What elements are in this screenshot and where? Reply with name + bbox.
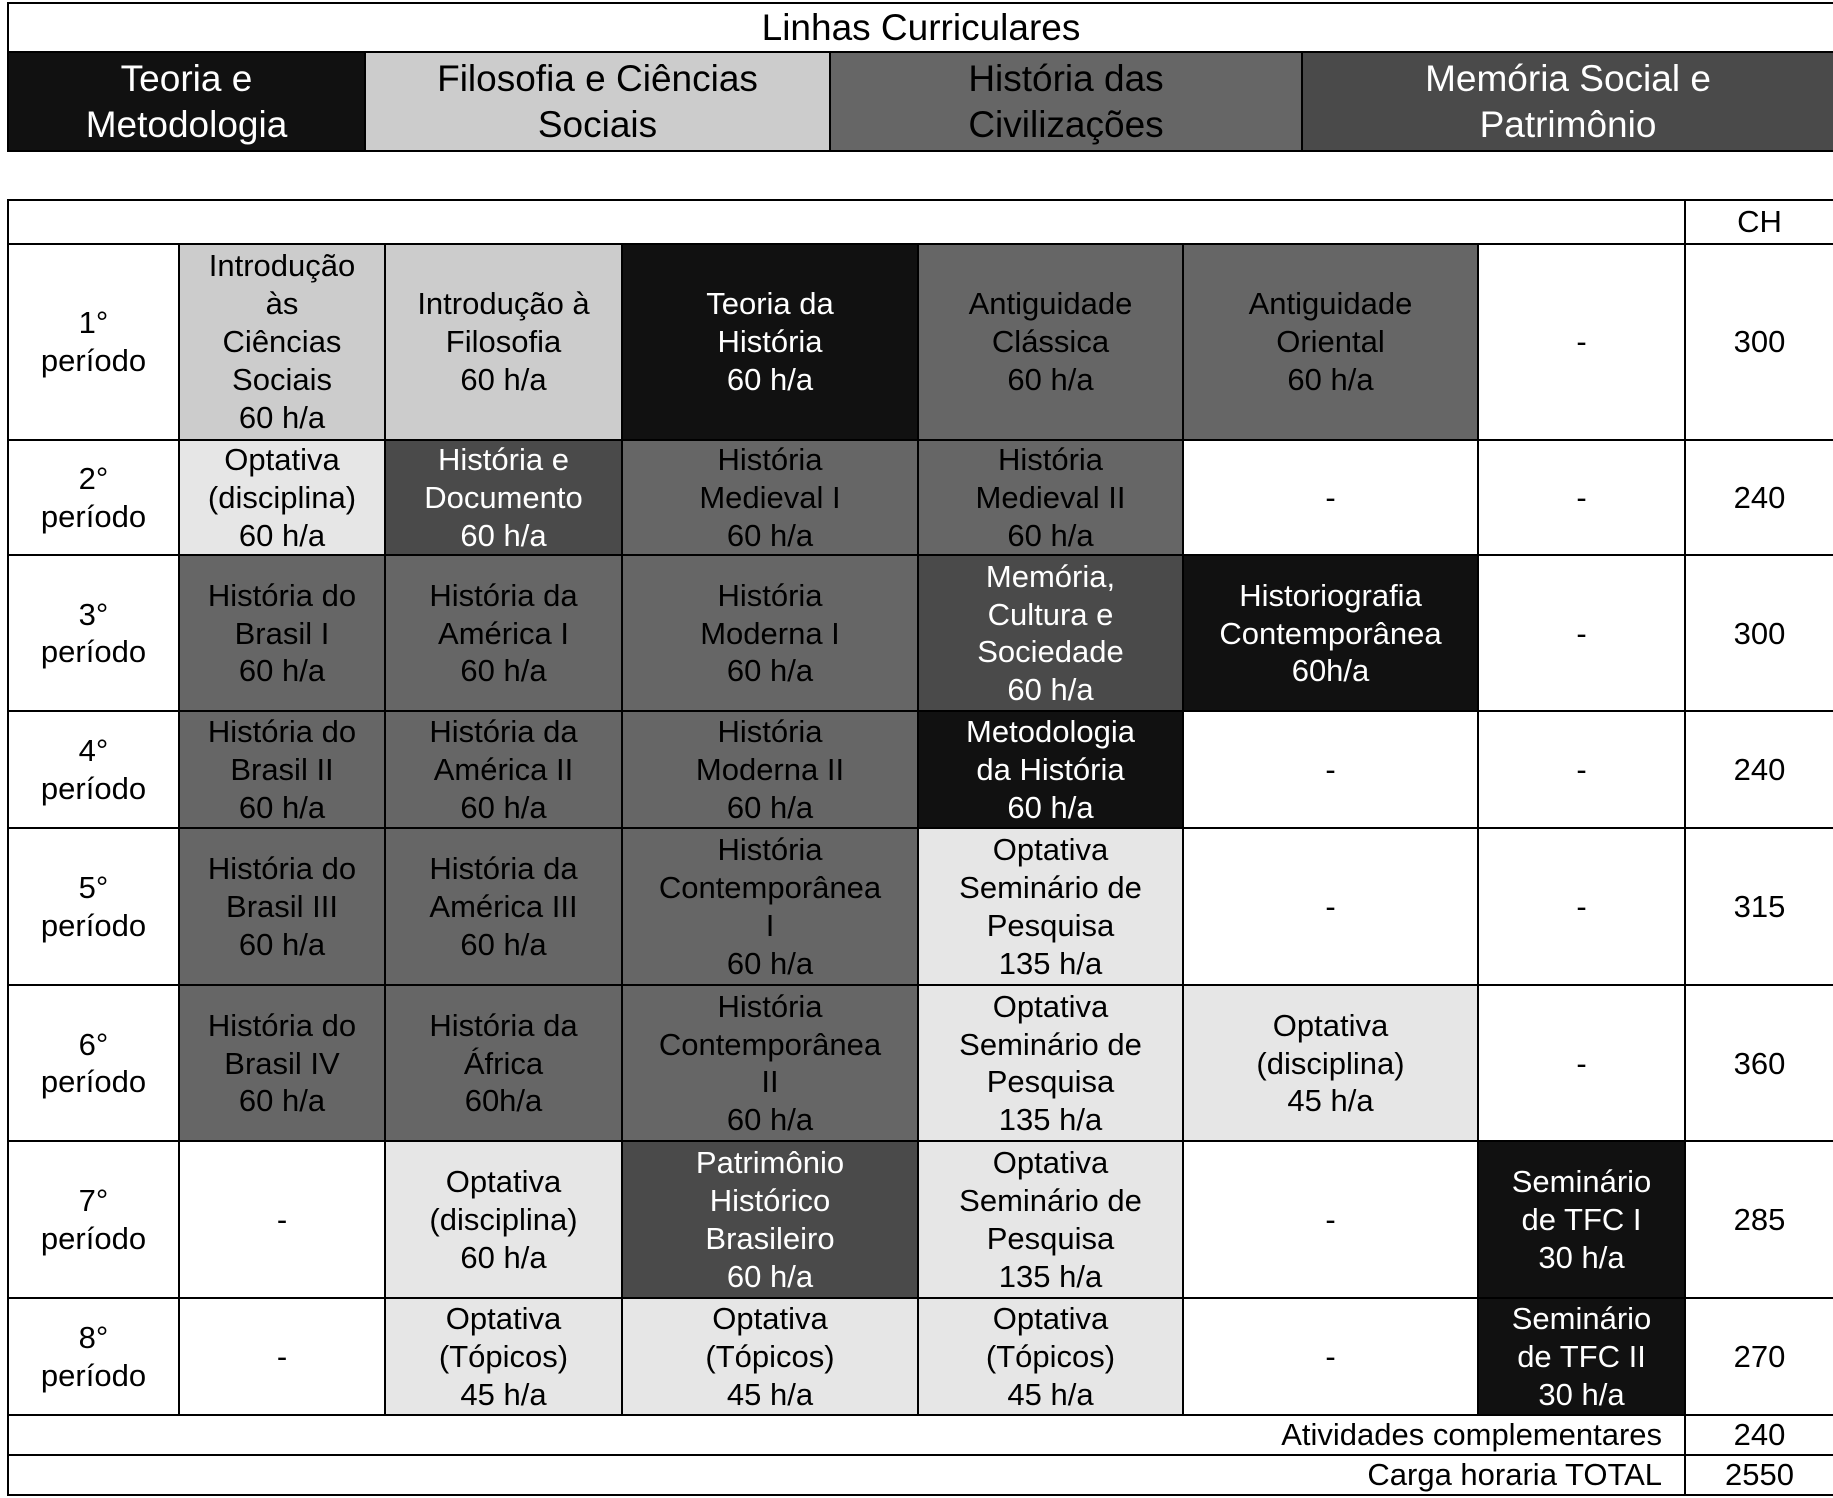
course-cell: [179, 244, 385, 440]
course-cell: [385, 555, 622, 711]
period-label: [8, 985, 179, 1141]
course-text: -: [1576, 479, 1587, 515]
course-cell: [385, 711, 622, 828]
course-cell: [622, 711, 918, 828]
course-cell: [179, 828, 385, 985]
period-label-text: 8° período: [40, 1320, 147, 1393]
course-text: História da América I 60 h/a: [429, 577, 578, 689]
empty-course-cell: [1478, 440, 1685, 555]
empty-course-cell: [1183, 711, 1478, 828]
legend-category-teoria-metodologia: [8, 52, 365, 151]
course-cell: [918, 711, 1183, 828]
course-cell: [385, 985, 622, 1141]
course-text: Optativa (disciplina) 45 h/a: [1256, 1007, 1405, 1119]
empty-course-cell: [1478, 828, 1685, 985]
course-cell: [385, 440, 622, 555]
course-cell: [179, 440, 385, 555]
period-workload: 240: [1685, 711, 1833, 828]
period-label-text: 7° período: [40, 1183, 147, 1256]
period-row: [8, 555, 1833, 711]
course-text: História Contemporânea II 60 h/a: [658, 988, 882, 1138]
period-label: [8, 244, 179, 440]
course-cell: [385, 828, 622, 985]
curriculum-grid: [7, 199, 1833, 1496]
period-workload: 240: [1685, 440, 1833, 555]
legend-category-label: Teoria e Metodologia: [85, 57, 288, 145]
period-workload: 315: [1685, 828, 1833, 985]
header-blank-cell: [8, 200, 1685, 244]
period-row: [8, 985, 1833, 1141]
legend-category-memoria-social-patrimonio: [1302, 52, 1833, 151]
period-workload: 300: [1685, 555, 1833, 711]
course-text: História da América II 60 h/a: [429, 714, 578, 825]
course-text: História Moderna II 60 h/a: [695, 714, 845, 825]
course-cell: [385, 1141, 622, 1298]
course-cell: [1478, 1141, 1685, 1298]
course-text: História e Documento 60 h/a: [424, 442, 583, 553]
course-text: História da África 60h/a: [429, 1007, 578, 1119]
course-cell: [1478, 1298, 1685, 1415]
course-text: Optativa Seminário de Pesquisa 135 h/a: [959, 988, 1142, 1138]
course-text: Optativa (disciplina) 60 h/a: [207, 442, 357, 553]
period-workload: 285: [1685, 1141, 1833, 1298]
empty-course-cell: [1183, 440, 1478, 555]
course-text: -: [276, 1339, 288, 1375]
course-text: História Moderna I 60 h/a: [700, 577, 840, 689]
empty-course-cell: [1183, 1141, 1478, 1298]
course-text: -: [1325, 1339, 1336, 1375]
course-text: Optativa Seminário de Pesquisa 135 h/a: [959, 1145, 1142, 1294]
course-text: Memória, Cultura e Sociedade 60 h/a: [977, 558, 1124, 708]
course-text: Antiguidade Clássica 60 h/a: [968, 286, 1133, 397]
course-cell: [622, 985, 918, 1141]
course-text: -: [1576, 615, 1587, 651]
empty-course-cell: [1478, 985, 1685, 1141]
course-text: -: [1576, 889, 1587, 925]
course-cell: [918, 985, 1183, 1141]
curricular-lines-legend: [7, 2, 1833, 152]
legend-category-filosofia-ciencias-sociais: [365, 52, 830, 151]
course-cell: [622, 244, 918, 440]
period-row: [8, 440, 1833, 555]
empty-course-cell: [1183, 1298, 1478, 1415]
period-row: [8, 711, 1833, 828]
course-text: Antiguidade Oriental 60 h/a: [1248, 286, 1413, 397]
course-text: Introdução às Ciências Sociais 60 h/a: [208, 248, 356, 435]
period-label-text: 3° período: [40, 596, 147, 670]
footer-label: Carga horaria TOTAL: [8, 1455, 1685, 1495]
course-text: Historiografia Contemporânea 60h/a: [1219, 577, 1442, 689]
header-row: [8, 200, 1833, 244]
course-cell: [622, 828, 918, 985]
empty-course-cell: [1478, 555, 1685, 711]
period-label-text: 2° período: [40, 460, 147, 534]
course-text: Optativa (Tópicos) 45 h/a: [985, 1301, 1116, 1412]
course-text: História Contemporânea I 60 h/a: [658, 832, 882, 981]
course-cell: [622, 555, 918, 711]
footer-value: 240: [1685, 1415, 1833, 1455]
course-text: História do Brasil IV 60 h/a: [207, 1007, 357, 1119]
course-text: -: [1576, 752, 1587, 788]
legend-category-historia-civilizacoes: [830, 52, 1302, 151]
period-row: [8, 244, 1833, 440]
course-text: -: [1325, 1202, 1336, 1238]
course-text: -: [276, 1202, 288, 1238]
course-text: -: [1576, 324, 1587, 360]
period-label: [8, 1298, 179, 1415]
course-text: -: [1325, 752, 1336, 788]
footer-row: [8, 1455, 1833, 1495]
period-row: [8, 828, 1833, 985]
course-cell: [385, 1298, 622, 1415]
period-workload: 270: [1685, 1298, 1833, 1415]
course-text: História do Brasil I 60 h/a: [207, 577, 357, 689]
course-text: Teoria da História 60 h/a: [706, 286, 834, 397]
course-text: Introdução à Filosofia 60 h/a: [417, 286, 590, 397]
course-cell: [918, 555, 1183, 711]
period-label-text: 1° período: [40, 305, 147, 378]
course-text: Optativa Seminário de Pesquisa 135 h/a: [959, 832, 1142, 981]
course-cell: [622, 1141, 918, 1298]
course-text: -: [1325, 889, 1336, 925]
course-cell: [918, 440, 1183, 555]
period-workload: 300: [1685, 244, 1833, 440]
legend-category-label: Memória Social e Patrimônio: [1425, 57, 1711, 145]
legend-category-label: História das Civilizações: [968, 57, 1164, 145]
course-text: História do Brasil III 60 h/a: [207, 851, 357, 962]
course-text: Seminário de TFC I 30 h/a: [1511, 1164, 1652, 1275]
period-row: [8, 1298, 1833, 1415]
empty-course-cell: [1478, 244, 1685, 440]
period-label: [8, 711, 179, 828]
course-text: História do Brasil II 60 h/a: [207, 714, 357, 825]
course-cell: [179, 985, 385, 1141]
course-cell: [918, 828, 1183, 985]
course-text: Patrimônio Histórico Brasileiro 60 h/a: [695, 1145, 845, 1294]
period-label: [8, 440, 179, 555]
period-workload: 360: [1685, 985, 1833, 1141]
course-cell: [918, 1141, 1183, 1298]
course-text: Optativa (Tópicos) 45 h/a: [705, 1301, 835, 1412]
course-text: Metodologia da História 60 h/a: [966, 714, 1135, 825]
course-cell: [385, 244, 622, 440]
period-label-text: 6° período: [40, 1026, 147, 1100]
course-cell: [179, 555, 385, 711]
course-text: -: [1325, 479, 1336, 515]
course-cell: [1183, 244, 1478, 440]
period-label: [8, 1141, 179, 1298]
course-cell: [918, 1298, 1183, 1415]
course-text: -: [1576, 1045, 1587, 1081]
course-cell: [918, 244, 1183, 440]
course-text: História Medieval I 60 h/a: [699, 442, 841, 553]
period-label: [8, 555, 179, 711]
course-text: Seminário de TFC II 30 h/a: [1511, 1301, 1652, 1412]
empty-course-cell: [179, 1298, 385, 1415]
footer-value: 2550: [1685, 1455, 1833, 1495]
course-text: Optativa (Tópicos) 45 h/a: [438, 1301, 569, 1412]
course-cell: [622, 440, 918, 555]
ch-header: CH: [1685, 200, 1833, 244]
course-text: História da América III 60 h/a: [429, 851, 578, 962]
course-text: História Medieval II 60 h/a: [975, 442, 1126, 553]
course-cell: [1183, 985, 1478, 1141]
course-text: Optativa (disciplina) 60 h/a: [429, 1164, 578, 1275]
period-row: [8, 1141, 1833, 1298]
period-label-text: 5° período: [40, 870, 147, 943]
course-cell: [622, 1298, 918, 1415]
legend-title: Linhas Curriculares: [8, 3, 1833, 52]
period-label-text: 4° período: [40, 733, 147, 806]
footer-label: Atividades complementares: [8, 1415, 1685, 1455]
period-label: [8, 828, 179, 985]
empty-course-cell: [179, 1141, 385, 1298]
course-cell: [1183, 555, 1478, 711]
empty-course-cell: [1478, 711, 1685, 828]
empty-course-cell: [1183, 828, 1478, 985]
legend-category-label: Filosofia e Ciências Sociais: [437, 57, 758, 145]
footer-row: [8, 1415, 1833, 1455]
course-cell: [179, 711, 385, 828]
